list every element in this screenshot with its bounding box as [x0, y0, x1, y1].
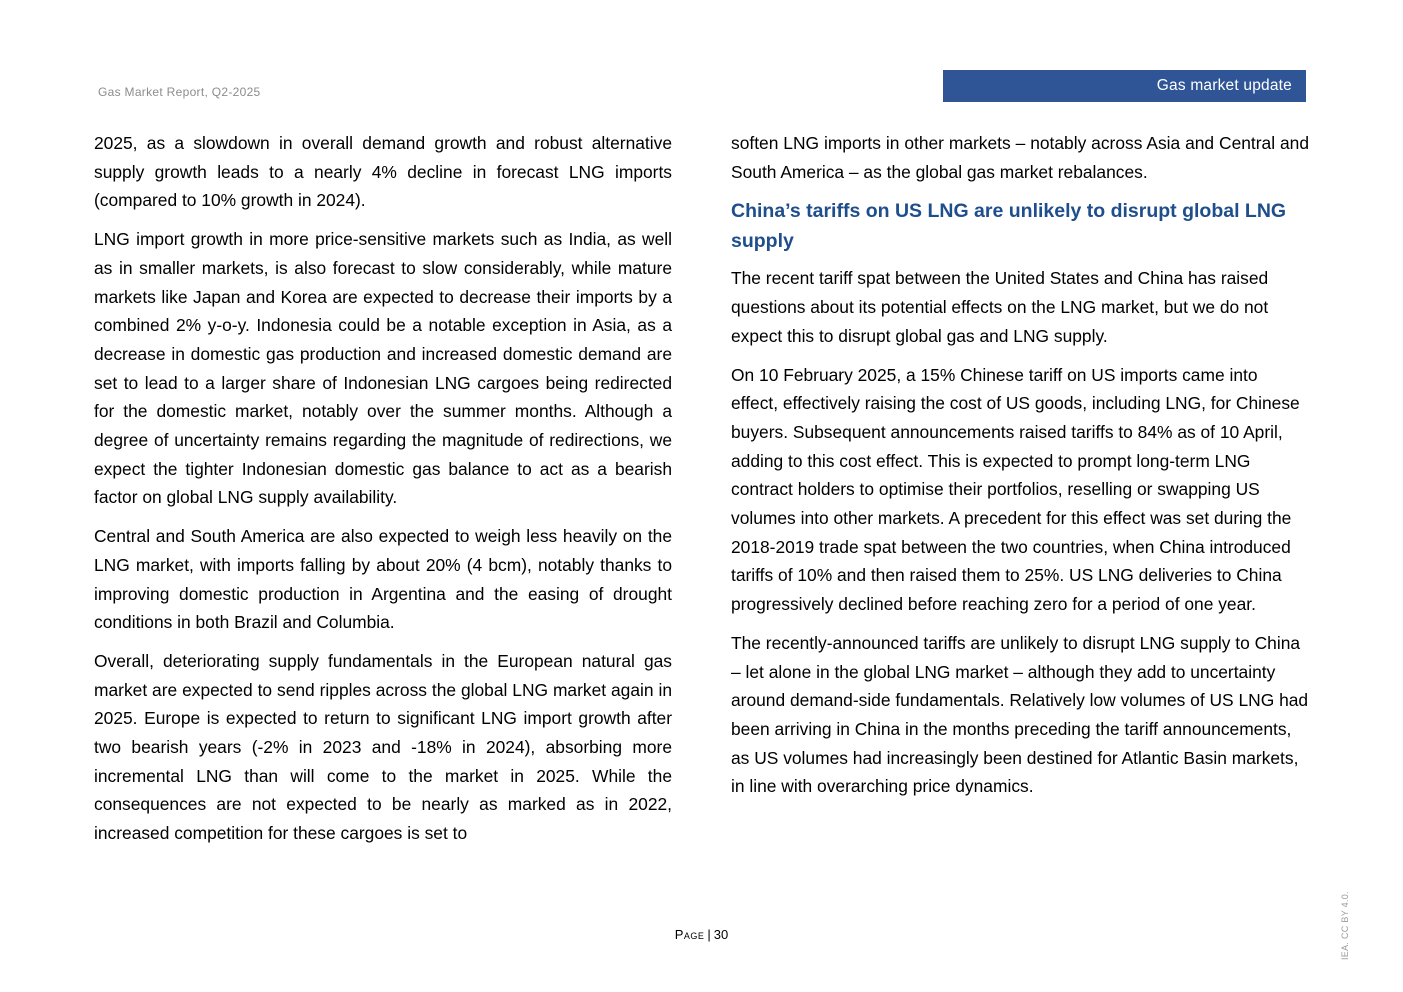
body-paragraph: The recent tariff spat between the United States and China has raised questions about its potential effects on the LNG market, but we do not expect this to disrupt global gas and LNG supply. — [731, 268, 1269, 346]
body-paragraph: Central and South America are also expected to weigh less heavily on the LNG market, with imports falling by about 20% (4 bcm), notably thanks to improving domestic production in Argentina and the easing of drought conditions in both Brazil and Columbia. — [94, 526, 672, 633]
license-note: IEA. CC BY 4.0. — [1340, 891, 1350, 960]
page-separator: | — [707, 927, 711, 942]
page-label: Page — [674, 927, 705, 942]
left-column — [94, 129, 672, 858]
body-paragraph: LNG import growth in more price-sensitive markets such as India, as well as in smaller markets, is also forecast to slow considerably, while mature markets like Japan and Korea are expected to decrease their imports by a combined 2% y-o-y. Indonesia could be a notable exception in Asia, as a decrease in domestic gas production and increased domestic demand are set to lead to a larger share of Indonesian LNG cargoes being redirected for the domestic market, notably over the summer months. Although a degree of uncertainty remains regarding the magnitude of redirections, we expect the tighter Indonesian domestic gas balance to act as a bearish factor on global LNG supply availability. — [94, 229, 672, 508]
section-heading: China’s tariffs on US LNG are unlikely to disrupt global LNG supply — [731, 200, 1287, 253]
page-number: 30 — [713, 927, 729, 942]
body-paragraph: Overall, deteriorating supply fundamentals in the European natural gas market are expected to send ripples across the global LNG market again in 2025. Europe is expected to return to significant LNG import growth after two bearish years (-2% in 2023 and -18% in 2024), absorbing more incremental LNG than will come to the market in 2025. While the consequences are not expected to be nearly as marked as in 2022, increased competition for these cargoes is set to — [94, 650, 672, 844]
page-footer — [0, 927, 1403, 942]
body-paragraph: 2025, as a slowdown in overall demand growth and robust alternative supply growth leads to a nearly 4% decline in forecast LNG imports (compared to 10% growth in 2024). — [94, 133, 672, 211]
report-title: Gas Market Report, Q2-2025 — [98, 85, 261, 99]
continuation-paragraph: soften LNG imports in other markets – notably across Asia and Central and South America – as the global gas market rebalances. — [731, 133, 1309, 182]
body-paragraph: The recently-announced tariffs are unlikely to disrupt LNG supply to China – let alone in the global LNG market – although they add to uncertainty around demand-side fundamentals. Relatively low volumes of US LNG had been arriving in China in the months preceding the tariff announcements, as US volumes had increasingly been destined for Atlantic Basin markets, in line with overarching price dynamics. — [731, 632, 1309, 797]
body-paragraph: On 10 February 2025, a 15% Chinese tariff on US imports came into effect, effectively raising the cost of US goods, including LNG, for Chinese buyers. Subsequent announcements raised tariffs to 84% as of 10 April, adding to this cost effect. This is expected to prompt long-term LNG contract holders to optimise their portfolios, reselling or swapping US volumes into other markets. A precedent for this effect was set during the 2018-2019 trade spat between the two countries, when China introduced tariffs of 10% and then raised them to 25%. US LNG deliveries to China progressively declined before reaching zero for a period of one year. — [731, 364, 1300, 615]
section-title-banner: Gas market update — [943, 70, 1306, 102]
right-column — [731, 129, 1309, 811]
